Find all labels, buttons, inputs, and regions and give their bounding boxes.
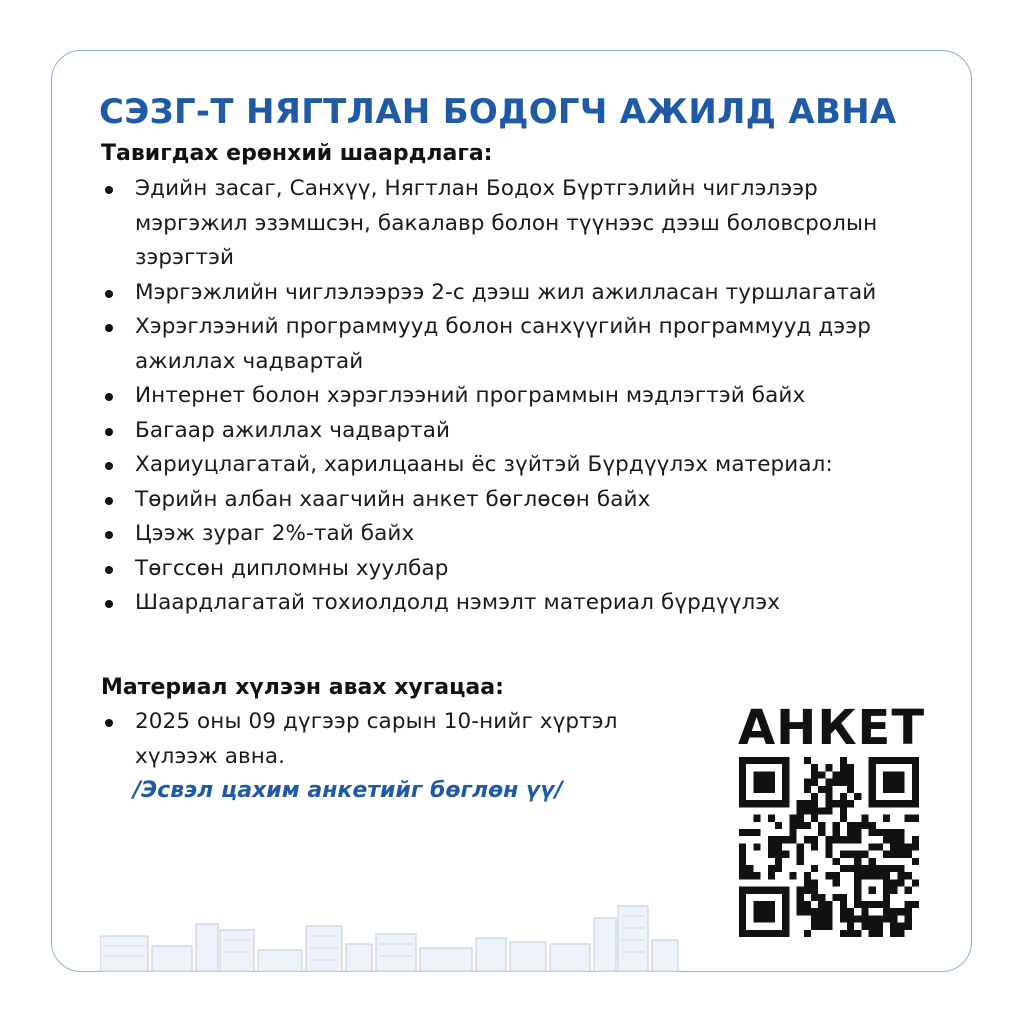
list-item (101, 448, 921, 483)
list-item-text: Эдийн засаг, Санхүү, Нягтлан Бодох Бүртгэлийн чиглэлээр мэргэжил эзэмшсэн, бакалавр болон түүнээс дээш боловсролын зэрэгтэй (135, 176, 878, 270)
list-item-text: Хэрэглээний программууд болон санхүүгийн программууд дээр ажиллах чадвартай (135, 314, 871, 374)
bullet-icon (105, 497, 113, 505)
list-item (101, 586, 921, 621)
list-item (101, 276, 921, 311)
list-item (101, 379, 921, 414)
list-item (101, 483, 921, 518)
bullet-icon (105, 428, 113, 436)
bullet-icon (105, 531, 113, 539)
bullet-icon (105, 566, 113, 574)
bullet-icon (105, 186, 113, 194)
list-item-text: Хариуцлагатай, харилцааны ёс зүйтэй Бүрдүүлэх материал: (135, 452, 833, 477)
city-skyline-illustration (100, 900, 680, 972)
bullet-icon (105, 719, 113, 727)
list-item-text: Цээж зураг 2%-тай байх (135, 521, 415, 546)
list-item-text: Багаар ажиллах чадвартай (135, 417, 451, 443)
requirements-heading: Тавигдах ерөнхий шаардлага: (101, 141, 493, 166)
list-item-text: Төрийн албан хаагчийн анкет бөглөсөн байх (135, 486, 651, 512)
bullet-icon (105, 290, 113, 298)
list-item-text: Мэргэжлийн чиглэлээрээ 2-с дээш жил ажилласан туршлагатай (135, 279, 877, 305)
list-item (101, 310, 921, 379)
bullet-icon (105, 462, 113, 470)
qr-label: АНКЕТ (738, 700, 926, 756)
deadline-list (101, 705, 701, 774)
online-form-link[interactable]: /Эсвэл цахим анкетийг бөглөн үү/ (133, 778, 563, 803)
list-item (101, 517, 921, 552)
page-title: СЭЗГ-Т НЯГТЛАН БОДОГЧ АЖИЛД АВНА (99, 92, 897, 132)
list-item (101, 552, 921, 587)
bullet-icon (105, 324, 113, 332)
qr-code-icon[interactable] (739, 757, 919, 937)
bullet-icon (105, 393, 113, 401)
bullet-icon (105, 600, 113, 608)
deadline-heading: Материал хүлээн авах хугацаа: (101, 675, 504, 700)
list-item (101, 414, 921, 449)
list-item-text: Төгссөн дипломны хуулбар (135, 555, 449, 581)
list-item-text: Интернет болон хэрэглээний программын мэдлэгтэй байх (135, 383, 806, 408)
list-item (101, 705, 701, 774)
requirements-list (101, 172, 921, 621)
list-item (101, 172, 921, 276)
list-item-text: Шаардлагатай тохиолдолд нэмэлт материал бүрдүүлэх (135, 590, 781, 615)
list-item-text: 2025 оны 09 дүгээр сарын 10-нийг хүртэл хүлээж авна. (135, 709, 618, 769)
